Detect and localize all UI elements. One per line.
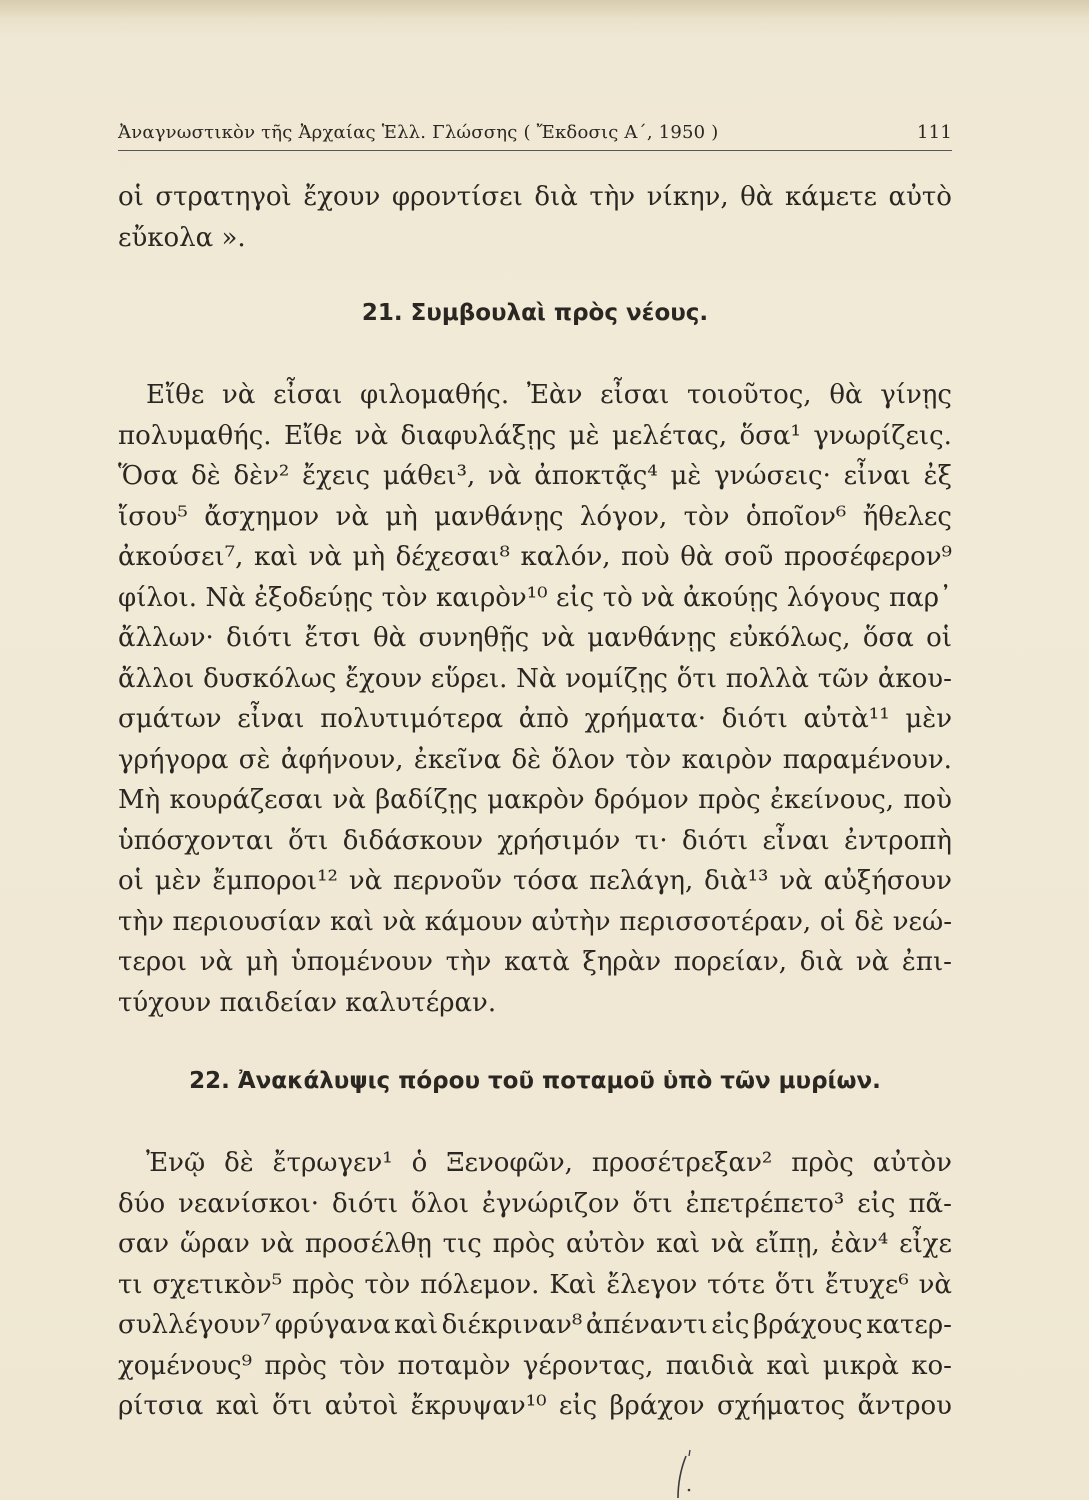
word: συνηθῇς [418, 623, 530, 653]
word: εἰς [711, 1310, 750, 1340]
word: ὁ [411, 1148, 428, 1178]
word: πᾶ- [908, 1188, 952, 1219]
word: δύο [118, 1188, 166, 1219]
word: φιλομαθής. [360, 380, 510, 410]
word: δὲ [224, 1148, 254, 1178]
word: καὶ [394, 1310, 439, 1340]
text-line [118, 740, 952, 781]
word: τὸν [683, 501, 730, 532]
word: ἔχουν [303, 182, 381, 212]
word: εἶσαι [600, 380, 670, 410]
text-line [118, 699, 952, 740]
word: δρόμον [593, 785, 689, 815]
word: εἶσαι [273, 380, 343, 410]
word: περιουσίαν [172, 906, 322, 937]
text-line [118, 821, 952, 862]
word: Νὰ [205, 582, 246, 613]
word: νὰ [354, 420, 389, 451]
word: νεανίσκοι· [178, 1188, 320, 1219]
word: καὶ [329, 906, 374, 937]
word: τὴν [118, 906, 164, 937]
text-line [118, 578, 952, 619]
section-22-paragraph [118, 1143, 952, 1427]
word: πολυμαθής. [118, 420, 272, 451]
word: αὐτὰ¹¹ [803, 704, 890, 734]
word: μακρὸν [487, 785, 585, 815]
word: προσέφερον⁹ [783, 542, 952, 572]
word: ἔτσι [304, 623, 361, 653]
word: μὴ [352, 542, 386, 572]
section-21-heading: 21. Συμβουλαὶ πρὸς νέους. [361, 300, 709, 326]
word: πρὸς [791, 1148, 854, 1178]
word: διαφυλάξῃς [400, 420, 557, 451]
word: γίνῃς [880, 380, 952, 410]
intro-paragraph [118, 177, 952, 258]
word: ἔχουν [345, 663, 423, 694]
word: Ὅσα [118, 461, 179, 491]
word: νὰ [308, 542, 342, 572]
word: λόγον, [579, 501, 668, 532]
word: κουράζεσαι [169, 785, 324, 815]
text-line [118, 618, 952, 659]
word: ὅσα [862, 623, 914, 653]
word: ὁποῖον⁶ [745, 501, 847, 532]
word: Εἴθε [283, 420, 343, 451]
word: καὶ [253, 542, 298, 572]
word: Νὰ [516, 663, 557, 694]
word: ἤθελες [862, 501, 952, 532]
word: κο- [911, 1350, 952, 1381]
word: ὅλοι [411, 1188, 470, 1219]
word: ἐκείνους, [770, 785, 895, 815]
word: εἶναι [237, 704, 305, 734]
text-line [118, 1346, 952, 1387]
word: μικρὰ [822, 1350, 899, 1381]
word: μάθει³, [382, 461, 476, 491]
word: εἰς [556, 582, 595, 613]
word: νὰ [382, 906, 417, 937]
word: νὰ [332, 785, 366, 815]
word: Καὶ [549, 1269, 597, 1300]
word: βράχον [609, 1391, 705, 1421]
word: στρατηγοὶ [155, 182, 292, 212]
word: φίλοι. [118, 582, 197, 613]
text-line [118, 902, 952, 943]
word: ὅτι [676, 663, 717, 694]
word: λόγους [786, 582, 881, 613]
word: μὲ [568, 420, 600, 451]
word: μὲν [154, 866, 202, 896]
word: σμάτων [118, 704, 222, 734]
word: διότι [682, 825, 749, 856]
word: ἐὰν⁴ [830, 1229, 889, 1259]
word: ἔκρυψαν¹⁰ [410, 1391, 547, 1421]
word: ὅλον [551, 744, 616, 775]
word: οἱ [926, 623, 952, 653]
text-line [118, 1143, 952, 1184]
word: μανθάνῃς [587, 623, 717, 653]
word: θὰ [680, 542, 714, 572]
word: ποταμὸν [397, 1350, 511, 1381]
word: ἔτρωγεν¹ [272, 1148, 393, 1178]
word: ἀκου- [877, 663, 952, 694]
word: γέροντας, [522, 1350, 654, 1381]
word: ἐξ [923, 461, 952, 491]
word: εἰς [558, 1391, 598, 1421]
word: νὰ [199, 947, 234, 977]
word: νὰ [779, 866, 813, 896]
page-top-edge [0, 0, 1089, 18]
word: νὰ [855, 947, 890, 977]
text-line [118, 375, 952, 416]
word: οἱ [819, 906, 846, 937]
word: νὰ [260, 1229, 295, 1259]
word: ἀπὸ [518, 704, 570, 734]
word: πρὸς [492, 1229, 556, 1259]
running-header [118, 122, 952, 143]
text-line: εὔκολα ». [118, 222, 246, 253]
word: θὰ [829, 380, 863, 410]
word: εὐκόλως, [728, 623, 851, 653]
word: Ἐὰν [526, 380, 583, 410]
word: γρήγορα [118, 744, 229, 775]
word: χρήσιμόν [497, 825, 621, 856]
word: προσέλθῃ [304, 1229, 432, 1259]
word: καὶ [766, 1350, 811, 1381]
word: Εἴθε [146, 380, 205, 410]
word: σοῦ [724, 542, 774, 572]
word: γνώσεις· [714, 461, 831, 491]
word: αὐξήσουν [823, 866, 952, 896]
running-title: Ἀναγνωστικὸν τῆς Ἀρχαίας Ἑλλ. Γλώσσης ( Ἔκδοσις Α΄, 1950 ) [118, 122, 719, 143]
word: αὐτοὶ [324, 1391, 399, 1421]
word: ἐκεῖνα [413, 744, 502, 775]
word: δέχεσαι⁸ [395, 542, 510, 572]
word: πελάγη, [589, 866, 694, 896]
word: βαδίζῃς [375, 785, 478, 815]
text-line [118, 1184, 952, 1225]
word: τις [442, 1229, 482, 1259]
word: ἀφήνουν, [280, 744, 404, 775]
word: ἐντροπὴ [844, 825, 952, 856]
word: συλλέγουν⁷ [118, 1310, 272, 1340]
word: αὐτὸν [566, 1229, 646, 1259]
word: ἄλλοι [118, 663, 195, 694]
word: δὲ [511, 744, 542, 775]
word: τὸν [364, 1269, 411, 1300]
word: παραμένουν. [782, 744, 952, 775]
word: περισσοτέραν, [619, 906, 812, 937]
word: ὅτι [272, 1391, 313, 1421]
pencil-mark [672, 1448, 702, 1500]
word: διότι [331, 1188, 399, 1219]
word: ὑπόσχονται [118, 825, 274, 856]
word: κατὰ [504, 947, 570, 977]
text-line [118, 1305, 952, 1346]
word: παιδιὰ [665, 1350, 755, 1381]
word: ἔλεγον [606, 1269, 698, 1300]
word: πολυτιμότερα [320, 704, 504, 734]
page-number: 111 [917, 122, 952, 143]
word: μανθάνῃς [434, 501, 564, 532]
word: αὐτὴν [531, 906, 611, 937]
text-line [118, 1386, 952, 1427]
word: ρίτσια [118, 1391, 204, 1421]
word: σαν [118, 1229, 170, 1259]
word: ἄντρου [857, 1391, 952, 1421]
word: τὸν [339, 1350, 386, 1381]
word: ἐγνώριζον [481, 1188, 620, 1219]
text-line [118, 416, 952, 457]
word: ἀκούσει⁷, [118, 542, 244, 572]
word: διὰ¹³ [704, 866, 769, 896]
word: σχετικὸν⁵ [152, 1269, 283, 1300]
word: δὲν² [233, 461, 290, 491]
word: ὅτι [632, 1188, 673, 1219]
word: δυσκόλως [203, 663, 337, 694]
word: θὰ [373, 623, 407, 653]
word: κάμουν [424, 906, 523, 937]
word: πρὸς [698, 785, 761, 815]
word: περνοῦν [393, 866, 503, 896]
word: μελέτας, [612, 420, 728, 451]
word: νίκην, [646, 182, 729, 212]
section-21-paragraph [118, 375, 952, 1023]
word: τεροι [118, 947, 187, 977]
word: αὐτὸ [888, 182, 952, 212]
word: καὶ [215, 1391, 260, 1421]
word: οἱ [118, 866, 144, 896]
word: τόσα [513, 866, 579, 896]
word: βράχους [753, 1310, 863, 1340]
word: διὰ [534, 182, 578, 212]
text-line: τύχουν παιδείαν καλυτέραν. [118, 987, 497, 1018]
text-line [118, 861, 952, 902]
word: τοιοῦτος, [687, 380, 812, 410]
word: νὰ [222, 380, 256, 410]
word: χομένους⁹ [118, 1350, 253, 1381]
word: νὰ [335, 501, 369, 532]
word: τῶν [817, 663, 870, 694]
word: πρὸς [264, 1350, 327, 1381]
word: ἐπετρέπετο³ [685, 1188, 845, 1219]
word: αὐτὸν [872, 1148, 952, 1178]
word: διὰ [799, 947, 844, 977]
word: ὅτι [288, 825, 329, 856]
word: ἔτυχε⁶ [824, 1269, 909, 1300]
word: δὲ [191, 461, 221, 491]
word: καιρὸν [681, 744, 773, 775]
word: χρήματα· [584, 704, 707, 734]
word: ὑπομένουν [290, 947, 433, 977]
word: ὥραν [179, 1229, 250, 1259]
word: Ξενοφῶν, [446, 1148, 573, 1178]
word: ποὺ [621, 542, 670, 572]
text-line [118, 942, 952, 983]
word: Ἐνῷ [146, 1148, 206, 1178]
word: νὰ [918, 1269, 952, 1300]
word: ἀκούῃς [683, 582, 779, 613]
word: εὕρει. [430, 663, 508, 694]
word: τὴν [445, 947, 492, 977]
word: γνωρίζεις. [813, 420, 952, 451]
word: νεώ- [892, 906, 952, 937]
word: νὰ [710, 1229, 745, 1259]
word: τι [118, 1269, 143, 1300]
header-rule [118, 150, 952, 151]
word: διότι [226, 623, 293, 653]
word: εἰς [857, 1188, 896, 1219]
word: διέκριναν⁸ [441, 1310, 583, 1340]
word: σχήματος [716, 1391, 846, 1421]
word: ἄσχημον [204, 501, 320, 532]
text-line [118, 456, 952, 497]
word: πορείαν, [673, 947, 788, 977]
word: θὰ [740, 182, 774, 212]
word: παρ᾽ [889, 582, 952, 613]
word: ἔμποροι¹² [212, 866, 338, 896]
word: διδάσκουν [342, 825, 484, 856]
word: καιρὸν¹⁰ [435, 582, 548, 613]
word: εἴπῃ, [755, 1229, 820, 1259]
word: προσέτρεξαν² [591, 1148, 773, 1178]
word: φρύγανα [274, 1310, 391, 1340]
word: ποὺ [903, 785, 952, 815]
word: κατερ- [866, 1310, 952, 1340]
word: ἀποκτᾷς⁴ [534, 461, 658, 491]
section-22-heading: 22. Ἀνακάλυψις πόρου τοῦ ποταμοῦ ὑπὸ τῶν μυρίων. [189, 1068, 881, 1094]
word: πρὸς [291, 1269, 355, 1300]
word: σὲ [238, 744, 271, 775]
word: ἀπέναντι [585, 1310, 708, 1340]
word: τὸν [625, 744, 672, 775]
word: ἴσου⁵ [118, 501, 188, 532]
text-line [118, 1224, 952, 1265]
text-line [118, 177, 952, 218]
text-line [118, 780, 952, 821]
word: πόλεμον. [420, 1269, 540, 1300]
word: καλόν, [520, 542, 611, 572]
word: νομίζῃς [565, 663, 668, 694]
word: μὲ [670, 461, 702, 491]
word: μὴ [385, 501, 418, 532]
word: νὰ [348, 866, 383, 896]
word: φροντίσει [391, 182, 523, 212]
text-line [118, 659, 952, 700]
word: μὲν [905, 704, 952, 734]
word: νὰ [541, 623, 575, 653]
word: τι· [634, 825, 668, 856]
word: τὸν [381, 582, 428, 613]
word: ὅτι [774, 1269, 816, 1300]
word: τὴν [589, 182, 636, 212]
word: κάμετε [784, 182, 877, 212]
word: οἱ [118, 182, 144, 212]
word: τὸ [602, 582, 633, 613]
word: τότε [707, 1269, 766, 1300]
word: ξηρὰν [582, 947, 662, 977]
word: ὅσα¹ [739, 420, 801, 451]
word: ἄλλων· [118, 623, 214, 653]
text-line [118, 537, 952, 578]
word: πολλὰ [725, 663, 809, 694]
word: δὲ [854, 906, 885, 937]
word: νὰ [641, 582, 675, 613]
word: εἶναι [843, 461, 911, 491]
word: ἔχεις [302, 461, 371, 491]
word: Μὴ [118, 785, 161, 815]
word: μὴ [245, 947, 279, 977]
text-line [118, 1265, 952, 1306]
word: νὰ [488, 461, 522, 491]
word: ἐξοδεύῃς [254, 582, 374, 613]
word: εἶχε [899, 1229, 952, 1259]
word: καὶ [656, 1229, 701, 1259]
word: διότι [721, 704, 788, 734]
word: ἐπι- [901, 947, 952, 977]
word: εἶναι [762, 825, 830, 856]
text-line [118, 497, 952, 538]
